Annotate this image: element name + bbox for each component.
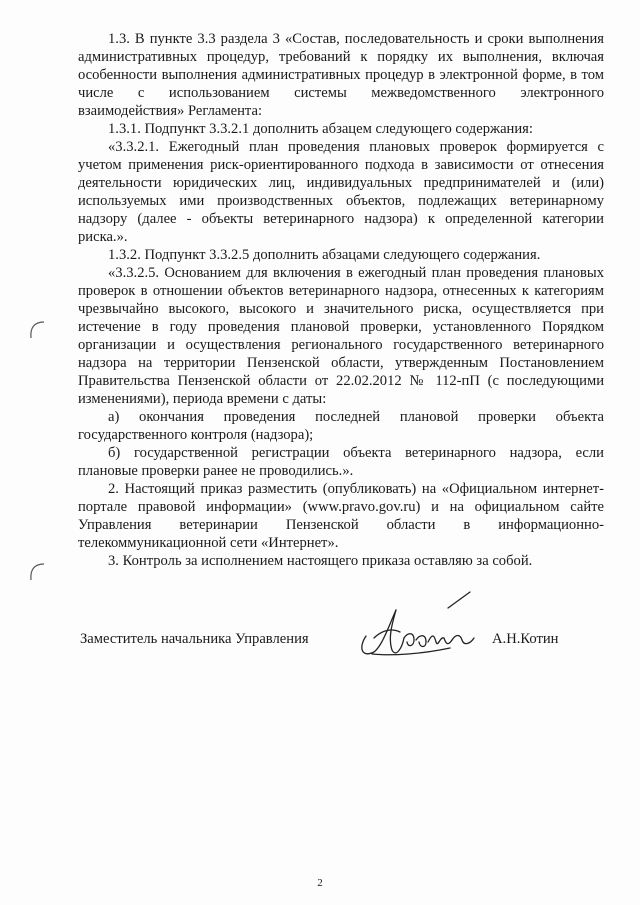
- punch-hole-mark: [26, 318, 48, 340]
- document-body: [78, 30, 604, 570]
- paragraph-1-3: 1.3. В пункте 3.3 раздела 3 «Состав, последовательность и сроки выполнения административных процедур, требований к порядку их выполнения, включая особенности выполнения административных процедур в электронной форме, в том числе с использованием системы межведомственного электронного взаимодействия» Регламента:: [78, 31, 604, 119]
- paragraph-1-3-2: 1.3.2. Подпункт 3.3.2.5 дополнить абзацами следующего содержания.: [108, 247, 541, 263]
- signature-block: [80, 626, 610, 666]
- signatory-name: А.Н.Котин: [492, 631, 559, 647]
- paragraph-3-3-2-5: «3.3.2.5. Основанием для включения в ежегодный план проведения плановых проверок в отношении объектов ветеринарного надзора, отнесенных к категориям чрезвычайно высокого, высокого и значительного риска, осуществляется при истечение в году проведения плановой проверки, установленного Порядком организации и осуществления регионального государственного ветеринарного надзора на территории Пензенской области, утвержденным Постановлением Правительства Пензенской области от 22.02.2012 № 112-пП (с последующими изменениями), периода времени с даты:: [78, 265, 604, 407]
- paragraph-3: 3. Контроль за исполнением настоящего приказа оставляю за собой.: [108, 553, 533, 569]
- paragraph-2: 2. Настоящий приказ разместить (опубликовать) на «Официальном интернет-портале правовой информации» (www.pravo.gov.ru) и на официальном сайте Управления ветеринарии Пензенской области в информационно-телекоммуникационной сети «Интернет».: [78, 481, 604, 551]
- punch-hole-mark: [26, 560, 48, 582]
- paragraph-3-3-2-1: «3.3.2.1. Ежегодный план проведения плановых проверок формируется с учетом применения риск-ориентированного подхода в зависимости от отнесения деятельности юридических лиц, индивидуальных предпринимателей и (или) используемых ими производственных объектов, подлежащих ветеринарному надзору (далее - объекты ветеринарного надзора) к определенной категории риска.».: [78, 139, 604, 245]
- paragraph-item-b: б) государственной регистрации объекта ветеринарного надзора, если плановые проверки ранее не проводились.».: [78, 445, 604, 479]
- handwritten-signature: [352, 588, 492, 666]
- signatory-position: Заместитель начальника Управления: [80, 631, 309, 647]
- paragraph-item-a: а) окончания проведения последней плановой проверки объекта государственного контроля (надзора);: [78, 409, 604, 443]
- paragraph-1-3-1: 1.3.1. Подпункт 3.3.2.1 дополнить абзацем следующего содержания:: [108, 121, 533, 137]
- page-number: 2: [317, 877, 323, 889]
